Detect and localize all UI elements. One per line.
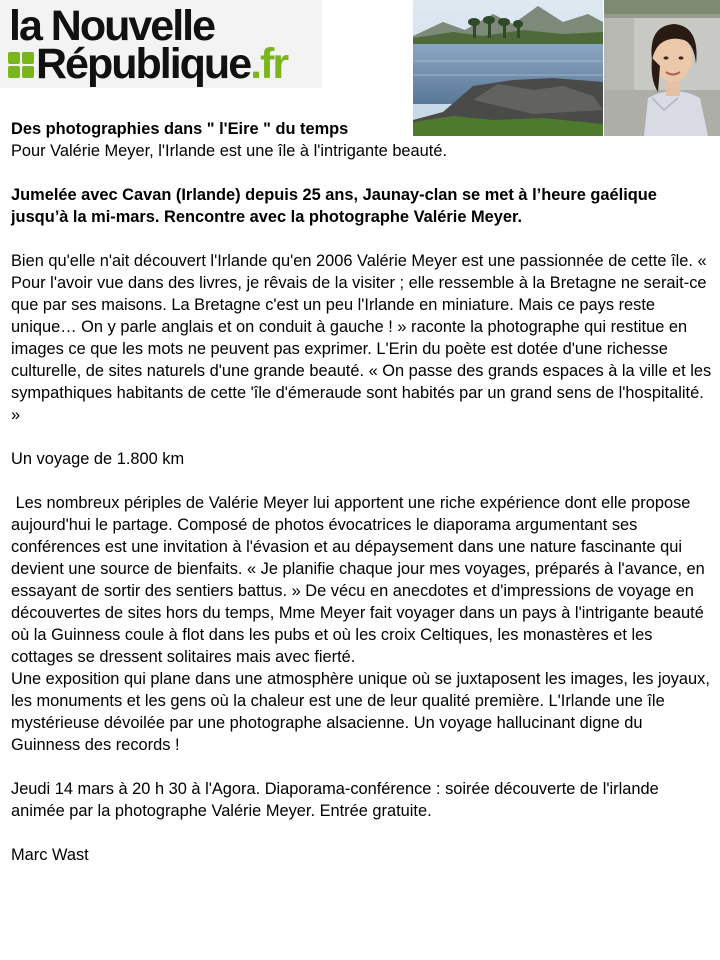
article-paragraph: Bien qu'elle n'ait découvert l'Irlande qu'en 2006 Valérie Meyer est une passionnée de cette île. « Pour l'avoir vue dans des livres, je rêvais de la visiter ; elle ressemble à la Bretagne ne serait-ce que par ses maisons. La Bretagne c'est un peu l'Irlande en miniature. Mais ce pays reste unique… On y parle anglais et on conduit à gauche ! » raconte la photographe qui restitue en images ce que les mots ne peuvent pas exprimer. L'Erin du poète est dotée d'une richesse culturelle, de sites naturels d'une grande beauté. « On passe des grands espaces à la ville et les sympathiques habitants de cette 'île d'émeraude sont habités par un grand sens de l'hospitalité. » bbox=[11, 252, 712, 424]
landscape-photo bbox=[413, 0, 603, 136]
article-lede: Jumelée avec Cavan (Irlande) depuis 25 ans, Jaunay-clan se met à l’heure gaélique jusqu’à la mi-mars. Rencontre avec la photographe Valérie Meyer. bbox=[11, 186, 657, 226]
article-body bbox=[11, 118, 713, 866]
section-title: Un voyage de 1.800 km bbox=[11, 450, 185, 468]
article-headline: Des photographies dans " l'Eire " du temps bbox=[11, 120, 349, 138]
article-paragraph: Une exposition qui plane dans une atmosphère unique où se juxtaposent les images, les joyaux, les monuments et les gens où la chaleur est une de leur qualité première. L'Irlande une île mystérieuse dévoilée par une photographe alsacienne. Un voyage hallucinant digne du Guinness des records ! bbox=[11, 670, 710, 754]
article-subheadline: Pour Valérie Meyer, l'Irlande est une île à l'intrigante beauté. bbox=[11, 142, 448, 160]
author-byline: Marc Wast bbox=[11, 846, 89, 864]
logo-squares-icon bbox=[8, 52, 34, 78]
portrait-photo bbox=[604, 0, 720, 136]
logo-text-top: la Nouvelle bbox=[9, 2, 215, 50]
article-paragraph: Les nombreux périples de Valérie Meyer lui apportent une riche expérience dont elle propose aujourd'hui le partage. Composé de photos évocatrices le diaporama argumentant ses conférences est une invitation à l'évasion et au dépaysement dans une nature fascinante qui devient une source de bienfaits. « Je planifie chaque jour mes voyages, préparés à l'avance, en essayant de sortir des sentiers battus. » De vécu en anecdotes et d'impressions de voyage en découvertes de sites hors du temps, Mme Meyer fait voyager dans un pays à l'intrigante beauté où la Guinness coule à flot dans les pubs et où les croix Celtiques, les monastères et les cottages se dressent solitaires mais avec fierté. bbox=[11, 494, 710, 666]
logo-word-suffix: .fr bbox=[250, 40, 288, 88]
event-info: Jeudi 14 mars à 20 h 30 à l'Agora. Diaporama-conférence : soirée découverte de l'irlande animée par la photographe Valérie Meyer. Entrée gratuite. bbox=[11, 780, 659, 820]
logo-text-bottom bbox=[36, 40, 287, 89]
newspaper-logo bbox=[0, 0, 322, 88]
logo-word-main: République bbox=[36, 40, 251, 88]
